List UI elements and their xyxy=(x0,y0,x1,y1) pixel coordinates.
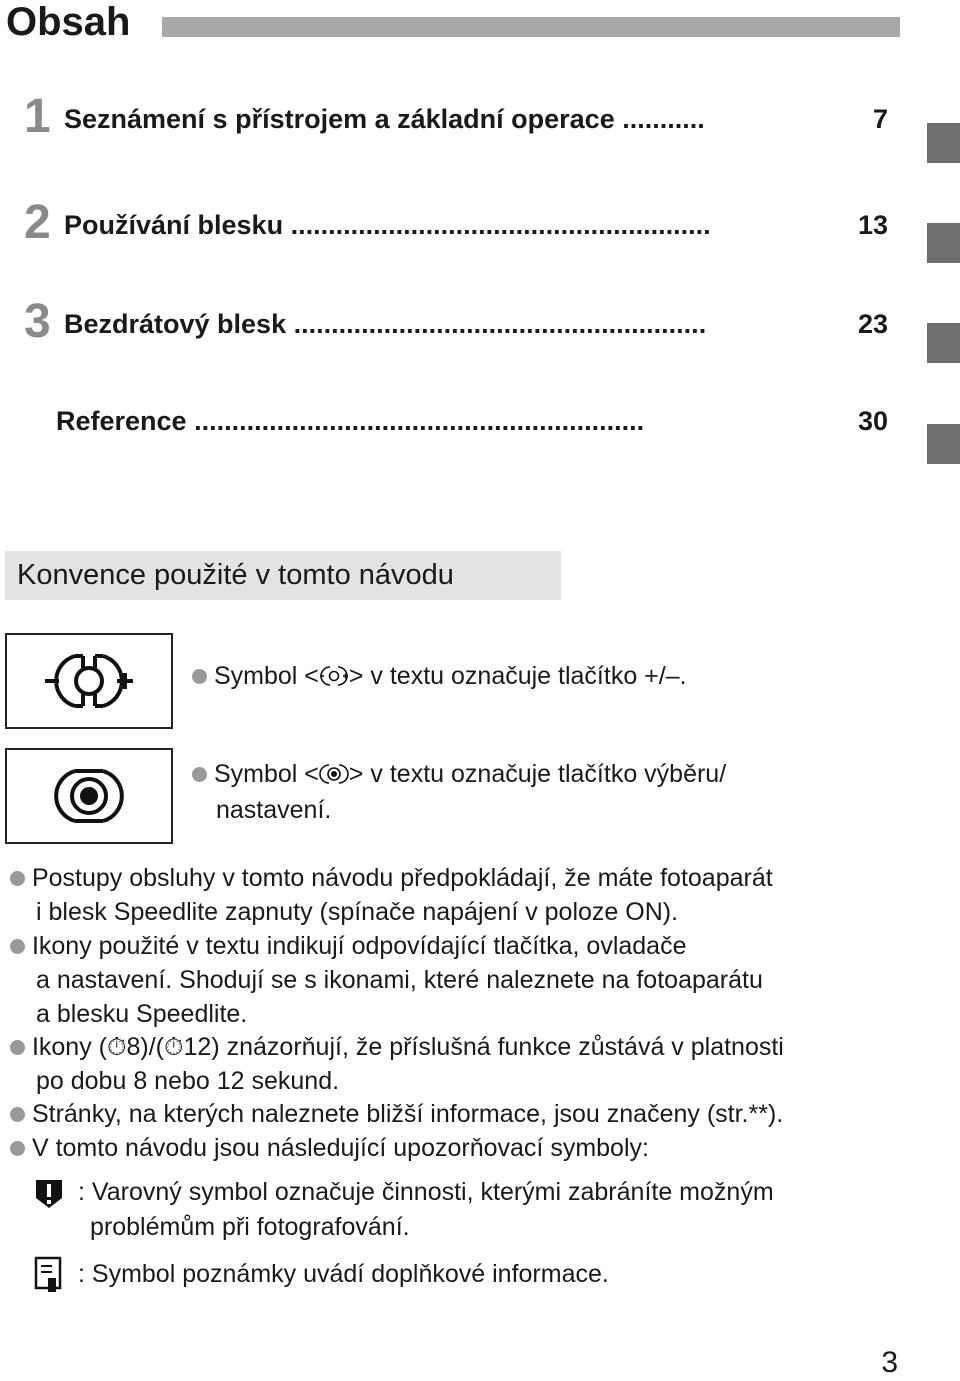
bullet-icon xyxy=(192,669,207,684)
bullet-text: )/( xyxy=(140,1033,165,1061)
bullet-text-cont: a blesku Speedlite. xyxy=(36,1000,248,1028)
toc-entry[interactable] xyxy=(56,405,644,437)
section-heading: Konvence použité v tomto návodu xyxy=(17,559,454,591)
toc-leader-dots: ........................................................ xyxy=(290,210,711,240)
text-after: > v textu označuje tlačítko +/–. xyxy=(348,662,687,690)
toc-label: Bezdrátový blesk xyxy=(64,309,287,339)
bullet-icon xyxy=(10,1141,25,1156)
warning-text-cont: problémům při fotografování. xyxy=(90,1213,410,1241)
bullet-item xyxy=(10,1097,783,1131)
note-text: : Symbol poznámky uvádí doplňkové informace. xyxy=(78,1260,609,1288)
toc-label: Používání blesku xyxy=(64,210,284,240)
page-number: 3 xyxy=(881,1346,898,1379)
bullet-text: V tomto návodu jsou následující upozorňovací symboly: xyxy=(31,1134,649,1162)
timer-8-value: 8 xyxy=(126,1033,141,1061)
bullet-item xyxy=(10,861,773,895)
bullet-icon xyxy=(10,939,25,954)
toc-leader-dots: ........... xyxy=(622,104,705,134)
icon-description xyxy=(192,757,726,791)
bullet-item xyxy=(10,1030,784,1064)
warning-icon xyxy=(32,1176,66,1210)
plus-minus-dial-icon xyxy=(41,646,137,716)
bullet-item xyxy=(10,1131,649,1165)
section-tab-marker xyxy=(927,424,960,464)
icon-box-plus-minus xyxy=(5,633,173,729)
toc-entry[interactable] xyxy=(64,103,705,135)
bullet-icon xyxy=(10,1040,25,1055)
section-tab-marker xyxy=(927,323,960,363)
title-rule xyxy=(162,17,900,37)
bullet-text: Postupy obsluhy v tomto návodu předpokládají, že máte fotoaparát xyxy=(31,864,773,892)
toc-leader-dots: ............................................................ xyxy=(194,406,645,436)
toc-entry[interactable] xyxy=(64,209,711,241)
toc-number: 3 xyxy=(24,295,51,348)
toc-number: 1 xyxy=(24,90,51,143)
timer-12-value: 12 xyxy=(183,1033,212,1061)
bullet-icon xyxy=(192,767,207,782)
page-title: Obsah xyxy=(6,0,131,44)
toc-page: 7 xyxy=(872,104,888,134)
toc-page: 13 xyxy=(857,210,888,240)
bullet-text: Ikony použité v textu indikují odpovídající tlačítka, ovladače xyxy=(31,932,687,960)
toc-entry[interactable] xyxy=(64,308,706,340)
timer-icon: ⏱ xyxy=(106,1033,127,1061)
bullet-text: Ikony ( xyxy=(31,1033,107,1061)
bullet-icon xyxy=(10,871,25,886)
section-tab-marker xyxy=(927,223,960,263)
select-dial-icon xyxy=(49,761,129,831)
icon-description-cont: nastavení. xyxy=(216,796,332,824)
bullet-icon xyxy=(10,1107,25,1122)
select-dial-icon xyxy=(319,762,349,786)
text-before: Symbol < xyxy=(213,662,319,690)
toc-label: Reference xyxy=(56,406,187,436)
bullet-text-cont: i blesk Speedlite zapnuty (spínače napájení v poloze ON). xyxy=(36,898,679,926)
toc-page: 23 xyxy=(857,309,888,339)
bullet-item xyxy=(10,929,687,963)
section-tab-marker xyxy=(927,123,960,163)
text-before: Symbol < xyxy=(213,760,319,788)
toc-number: 2 xyxy=(24,196,51,249)
bullet-text-cont: po dobu 8 nebo 12 sekund. xyxy=(36,1067,340,1095)
plus-minus-dial-icon xyxy=(319,664,349,688)
toc-label: Seznámení s přístrojem a základní operace xyxy=(64,104,615,134)
icon-box-select xyxy=(5,748,173,844)
icon-description xyxy=(192,659,687,693)
toc-leader-dots: ....................................................... xyxy=(293,309,707,339)
bullet-text-cont: a nastavení. Shodují se s ikonami, které naleznete na fotoaparátu xyxy=(36,966,763,994)
bullet-text: ) znázorňují, že příslušná funkce zůstává v platnosti xyxy=(211,1033,784,1061)
toc-page: 30 xyxy=(857,406,888,436)
note-icon xyxy=(34,1256,64,1294)
warning-text: : Varovný symbol označuje činnosti, kterými zabráníte možným xyxy=(78,1178,774,1206)
timer-icon: ⏱ xyxy=(164,1033,184,1061)
section-heading-box xyxy=(5,551,561,600)
text-after: > v textu označuje tlačítko výběru/ xyxy=(348,760,727,788)
bullet-text: Stránky, na kterých naleznete bližší informace, jsou značeny (str.**). xyxy=(31,1100,784,1128)
